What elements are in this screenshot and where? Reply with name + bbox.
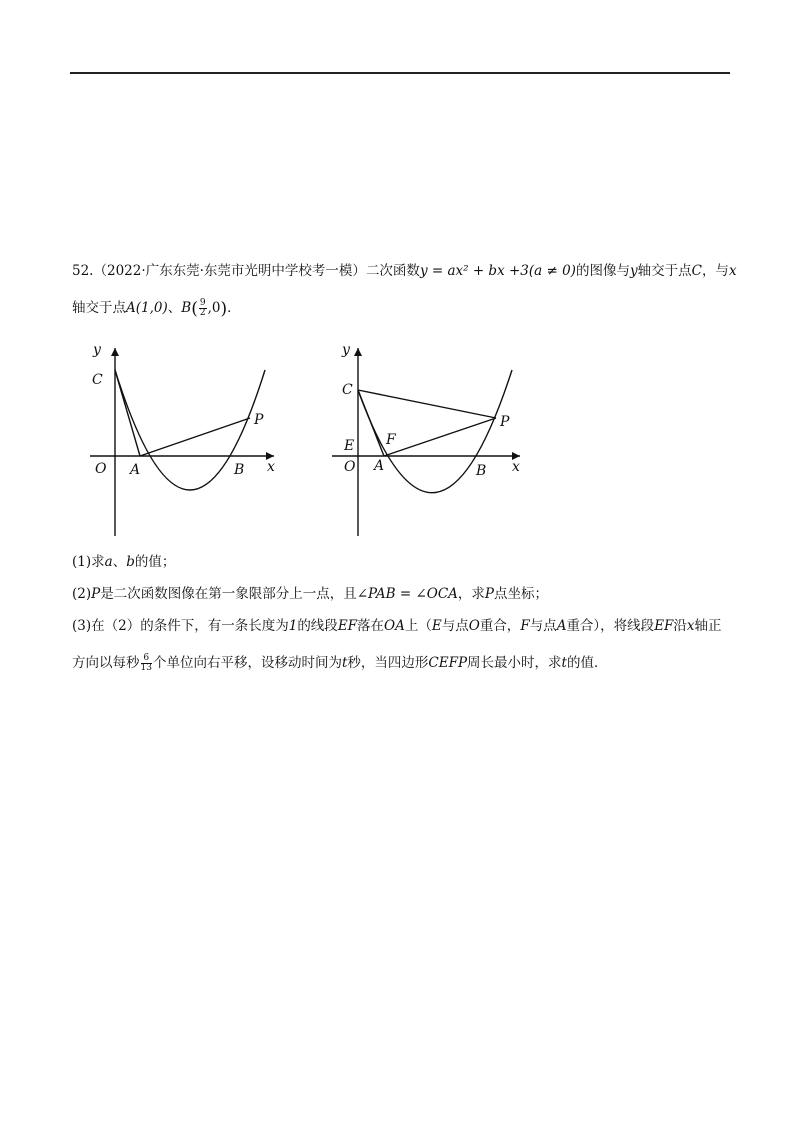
- label-a: A: [130, 462, 141, 478]
- label-x: x: [512, 459, 520, 475]
- question-source: （2022·广东东莞·东莞市光明中学校考一模）: [93, 263, 366, 279]
- label-y: y: [93, 342, 101, 358]
- function-expression: y = ax² + bx +3(a ≠ 0): [419, 263, 576, 279]
- question-line-2: 轴交于点A(1,0)、B( $\frac{9}{2}$ ,0)．: [72, 298, 241, 319]
- label-f: F: [386, 432, 396, 448]
- fraction-b: $\frac{9}{2}$: [199, 298, 206, 318]
- label-o: O: [95, 461, 107, 477]
- question-number: 52.: [72, 263, 94, 279]
- segment-cp: [358, 390, 496, 418]
- parabola: [358, 370, 512, 493]
- question-line-1: 52.（2022·广东东莞·东莞市光明中学校考一模）二次函数y = ax² + bx +3(a ≠ 0)的图像与y轴交于点C，与x: [72, 263, 737, 279]
- figure-2: [324, 340, 534, 540]
- label-a: A: [374, 458, 385, 474]
- y-arrow-icon: [354, 348, 362, 356]
- fraction-speed: $\frac{6}{13}$: [140, 653, 152, 673]
- label-o: O: [344, 459, 356, 475]
- label-y: y: [342, 342, 350, 358]
- segment-ca: [358, 390, 384, 456]
- label-p: P: [254, 412, 264, 428]
- label-b: B: [234, 462, 245, 478]
- part-1: (1)求a、b的值；: [72, 554, 176, 570]
- label-b: B: [476, 463, 487, 479]
- label-e: E: [344, 438, 355, 454]
- segment-ca: [115, 370, 140, 456]
- y-arrow-icon: [111, 348, 119, 356]
- figure-1: [82, 340, 282, 540]
- part-3-line-2: 方向以每秒 $\frac{6}{13}$ 个单位向右平移，设移动时间为t秒，当四边形CEFP周长最小时，求t的值．: [72, 653, 608, 673]
- point-a: A(1,0): [126, 300, 168, 316]
- part-2: (2)P是二次函数图像在第一象限部分上一点，且∠PAB = ∠OCA，求P点坐标；: [72, 586, 548, 602]
- label-c: C: [92, 372, 103, 388]
- header-rule: [70, 72, 730, 74]
- part-3-line-1: (3)在（2）的条件下，有一条长度为1的线段EF落在OA上（E与点O重合，F与点A重合），将线段EF沿x轴正: [72, 618, 722, 634]
- angle-condition: ∠PAB = ∠OCA: [356, 586, 458, 602]
- label-p: P: [500, 414, 510, 430]
- label-c: C: [342, 382, 353, 398]
- label-x: x: [267, 459, 275, 475]
